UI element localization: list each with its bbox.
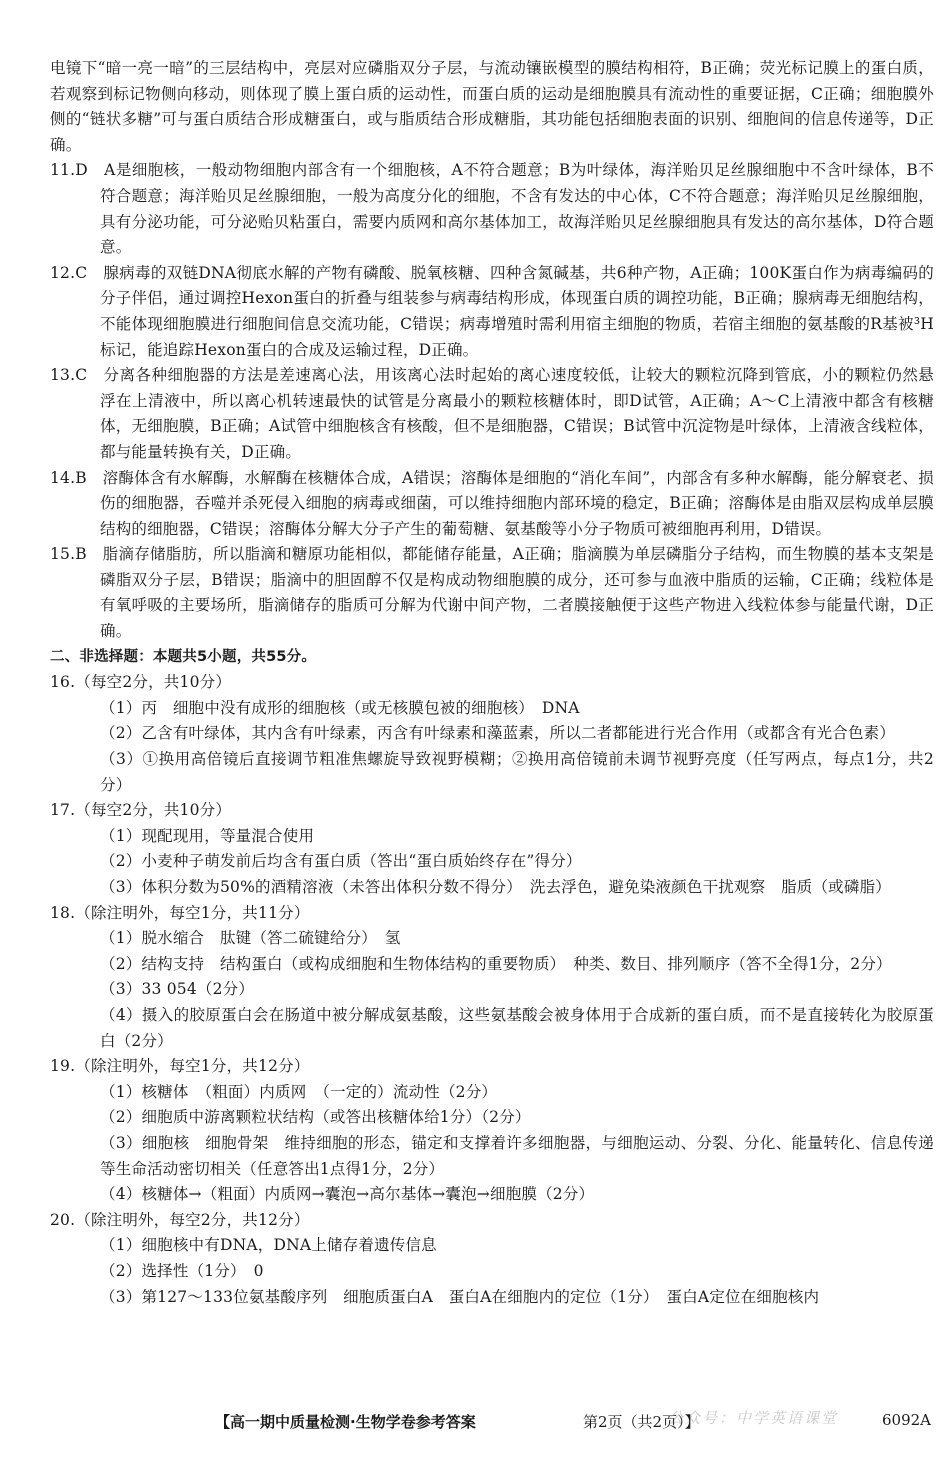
q20-heading: 20.（除注明外，每空2分，共12分） bbox=[50, 1210, 310, 1229]
q16-answer-3: （3）①换用高倍镜后直接调节粗准焦螺旋导致视野模糊；②换用高倍镜前未调节视野亮度（任写两点，每点1分，共2分） bbox=[100, 750, 934, 794]
q14-explanation: 14.B 溶酶体含有水解酶，水解酶在核糖体合成，A错误；溶酶体是细胞的“消化车间”，内部含有多种水解酶，能分解衰老、损伤的细胞器，吞噬并杀死侵入细胞的病毒或细菌，可以维持细胞内部环境的稳定，B正确；溶酶体是由脂双层构成单层膜结构的细胞器，C错误；溶酶体分解大分子产生的葡萄糖、氨基酸等小分子物质可被细胞再利用，D错误。 bbox=[50, 468, 934, 538]
q17-answer-1: （1）现配现用，等量混合使用 bbox=[100, 826, 315, 845]
q18-heading: 18.（除注明外，每空1分，共11分） bbox=[50, 903, 310, 922]
q17-heading: 17.（每空2分，共10分） bbox=[50, 801, 232, 820]
q17-answer-3: （3）体积分数为50%的酒精溶液（未答出体积分数不得分） 洗去浮色，避免染液颜色干扰观察 脂质（或磷脂） bbox=[100, 878, 891, 896]
q15-explanation: 15.B 脂滴存储脂肪，所以脂滴和糖原功能相似，都能储存能量，A正确；脂滴膜为单层磷脂分子结构，而生物膜的基本支架是磷脂双分子层，B错误；脂滴中的胆固醇不仅是构成动物细胞膜的成分，还可参与血液中脂质的运输，C正确；线粒体是有氧呼吸的主要场所，脂滴储存的脂质可分解为代谢中间产物，二者膜接触便于这些产物进入线粒体参与能量代谢，D正确。 bbox=[50, 545, 934, 641]
q17-answer-2: （2）小麦种子萌发前后均含有蛋白质（答出“蛋白质始终存在”得分） bbox=[100, 852, 582, 871]
q12-explanation: 12.C 腺病毒的双链DNA彻底水解的产物有磷酸、脱氧核糖、四种含氮碱基，共6种产物，A正确；100K蛋白作为病毒编码的分子伴侣，通过调控Hexon蛋白的折叠与组装参与病毒结构形成，体现蛋白质的调控功能，B正确；腺病毒无细胞结构，不能体现细胞膜进行细胞间信息交流功能，C错误；病毒增殖时需利用宿主细胞的物质，若宿主细胞的氨基酸的R基被³H标记，能追踪Hexon蛋白的合成及运输过程，D正确。 bbox=[50, 263, 934, 359]
q11-explanation: 11.D A是细胞核，一般动物细胞内部含有一个细胞核，A不符合题意；B为叶绿体，海洋贻贝足丝腺细胞中不含叶绿体，B不符合题意；海洋贻贝足丝腺细胞，一般为高度分化的细胞，不含有发达的中心体，C不符合题意；海洋贻贝足丝腺细胞，具有分泌功能，可分泌贻贝粘蛋白，需要内质网和高尔基体加工，故海洋贻贝足丝腺细胞具有发达的高尔基体，D符合题意。 bbox=[50, 161, 934, 257]
q19-answer-1: （1）核糖体 （粗面）内质网 （一定的）流动性（2分） bbox=[100, 1082, 498, 1101]
page-footer bbox=[0, 1411, 950, 1441]
q18-answer-4: （4）摄入的胶原蛋白会在肠道中被分解成氨基酸，这些氨基酸会被身体用于合成新的蛋白质，而不是直接转化为胶原蛋白（2分） bbox=[100, 1005, 934, 1050]
footer-code: 6092A bbox=[882, 1411, 932, 1429]
q10-explanation-continued: 电镜下“暗一亮一暗”的三层结构中，亮层对应磷脂双分子层，与流动镶嵌模型的膜结构相符，B正确；荧光标记膜上的蛋白质，若观察到标记物侧向移动，则体现了膜上蛋白质的运动性，而蛋白质的运动是细胞膜具有流动性的重要证据，C正确；细胞膜外侧的“链状多糖”可与蛋白质结合形成糖蛋白，或与脂质结合形成糖脂，其功能包括细胞表面的识别、细胞间的信息传递等，D正确。 bbox=[50, 59, 934, 154]
q19-answer-4: （4）核糖体→（粗面）内质网→囊泡→高尔基体→囊泡→细胞膜（2分） bbox=[100, 1185, 595, 1204]
q19-answer-3: （3）细胞核 细胞骨架 维持细胞的形态，锚定和支撑着许多细胞器，与细胞运动、分裂、分化、能量转化、信息传递等生命活动密切相关（任意答出1点得1分，2分） bbox=[100, 1133, 934, 1178]
q19-answer-2: （2）细胞质中游离颗粒状结构（或答出核糖体给1分）（2分） bbox=[100, 1108, 531, 1127]
q19-heading: 19.（除注明外，每空1分，共12分） bbox=[50, 1057, 310, 1076]
q16-answer-1: （1）丙 细胞中没有成形的细胞核（或无核膜包被的细胞核） DNA bbox=[100, 698, 580, 717]
watermark-text: 公众号：中学英语课堂 bbox=[668, 1409, 839, 1427]
footer-title: 【高一期中质量检测·生物学卷参考答案 bbox=[215, 1413, 476, 1431]
q20-answer-1: （1）细胞核中有DNA，DNA上储存着遗传信息 bbox=[100, 1236, 437, 1255]
q18-answer-2: （2）结构支持 结构蛋白（或构成细胞和生物体结构的重要物质） 种类、数目、排列顺序（答不全得1分，2分） bbox=[100, 954, 892, 973]
q13-explanation: 13.C 分离各种细胞器的方法是差速离心法，用该离心法时起始的离心速度较低，让较大的颗粒沉降到管底，小的颗粒仍然悬浮在上清液中，所以离心机转速最快的试管是分离最小的颗粒核糖体时，即D试管，A正确；A～C上清液中都含有核糖体，无细胞膜，B正确；A试管中细胞核含有核酸，但不是细胞器，C错误；B试管中沉淀物是叶绿体，上清液含线粒体，都与能量转换有关，D正确。 bbox=[50, 366, 934, 461]
q20-answer-3: （3）第127～133位氨基酸序列 细胞质蛋白A 蛋白A在细胞内的定位（1分） 蛋白A定位在细胞核内 bbox=[100, 1287, 820, 1306]
q16-heading: 16.（每空2分，共10分） bbox=[50, 673, 232, 692]
q18-answer-1: （1）脱水缩合 肽键（答二硫键给分） 氢 bbox=[100, 929, 401, 948]
footer-page-number: 第2页（共2页）】 bbox=[583, 1413, 700, 1431]
q18-answer-3: （3）33 054（2分） bbox=[100, 980, 255, 999]
q16-answer-2: （2）乙含有叶绿体，其内含有叶绿素，丙含有叶绿素和藻蓝素，所以二者都能进行光合作用（或都含有光合色素） bbox=[100, 724, 896, 743]
q20-answer-2: （2）选择性（1分） 0 bbox=[100, 1261, 264, 1280]
answer-content bbox=[50, 56, 934, 1310]
section-2-heading: 二、非选择题：本题共5小题，共55分。 bbox=[50, 648, 317, 665]
